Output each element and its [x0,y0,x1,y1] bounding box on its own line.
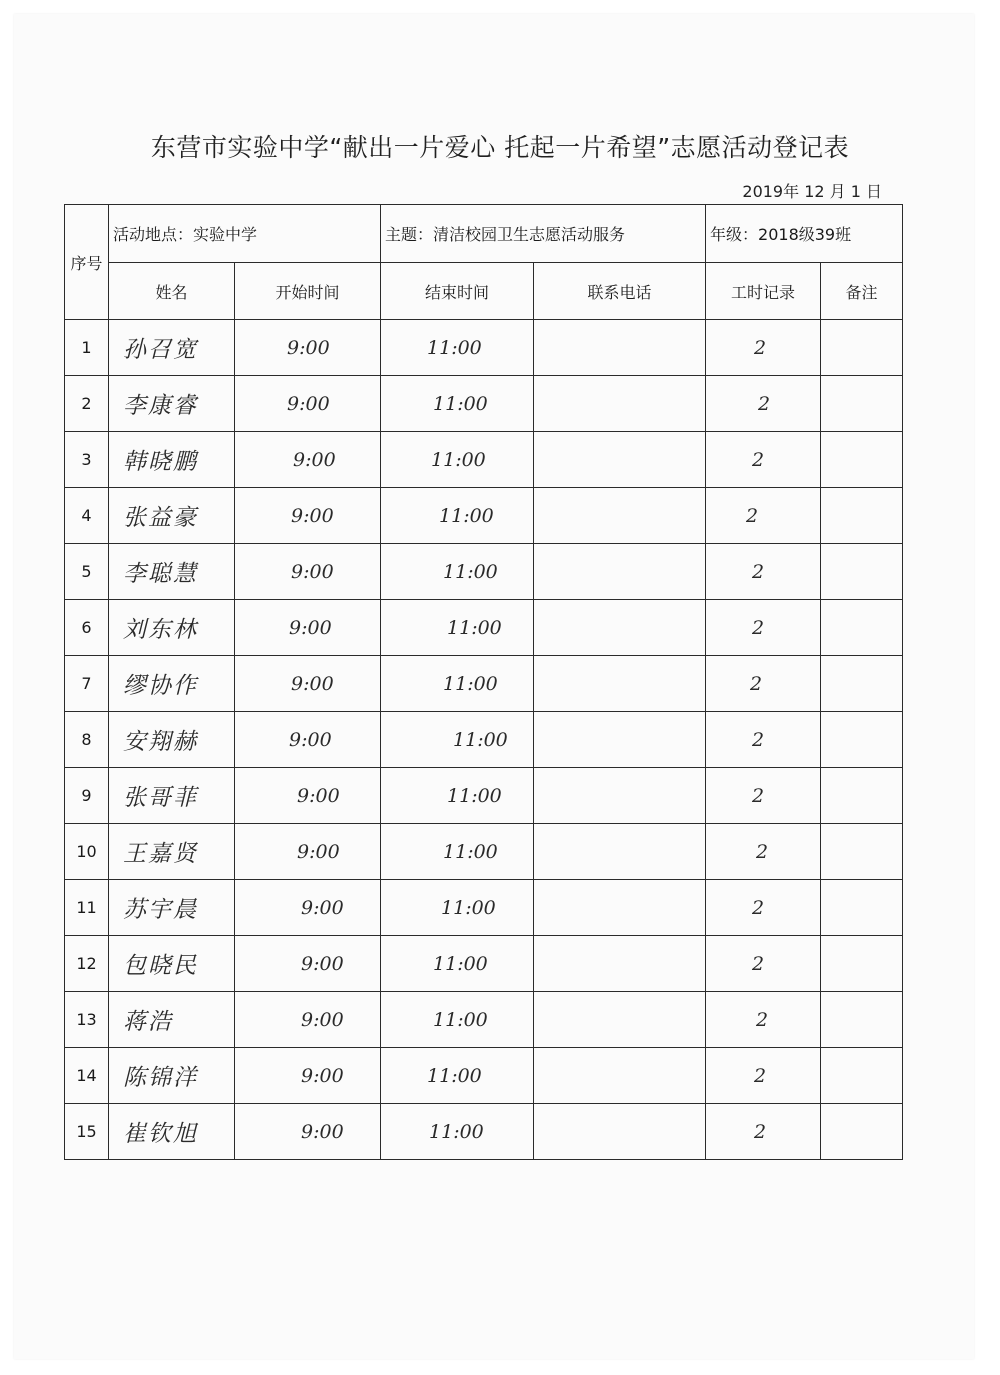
phone-cell [534,376,706,432]
phone-cell [534,992,706,1048]
volunteer-name: 苏宇晨 [109,880,235,936]
start-time: 9:00 [235,488,381,544]
end-time: 11:00 [381,376,534,432]
topic-field: 主题：清洁校园卫生志愿活动服务 [381,205,706,263]
name-header: 姓名 [109,263,235,320]
row-number: 13 [65,992,109,1048]
phone-cell [534,432,706,488]
table-row [65,320,903,376]
info-row [65,205,903,263]
phone-cell [534,656,706,712]
row-number: 5 [65,544,109,600]
row-number: 12 [65,936,109,992]
table-row [65,712,903,768]
note-cell [821,600,903,656]
volunteer-name: 安翔赫 [109,712,235,768]
column-header-row [65,263,903,320]
volunteer-name: 刘东林 [109,600,235,656]
volunteer-name: 缪协作 [109,656,235,712]
end-time: 11:00 [381,936,534,992]
end-time: 11:00 [381,768,534,824]
start-time: 9:00 [235,1104,381,1160]
phone-cell [534,712,706,768]
hours-record: 2 [706,824,821,880]
table-row [65,768,903,824]
note-cell [821,488,903,544]
end-time: 11:00 [381,320,534,376]
phone-cell [534,544,706,600]
hours-record: 2 [706,376,821,432]
volunteer-name: 陈锦洋 [109,1048,235,1104]
hours-record: 2 [706,1104,821,1160]
row-number: 8 [65,712,109,768]
hours-record: 2 [706,712,821,768]
end-time: 11:00 [381,712,534,768]
end-time: 11:00 [381,1048,534,1104]
hours-record: 2 [706,656,821,712]
row-number: 2 [65,376,109,432]
start-time: 9:00 [235,1048,381,1104]
start-time: 9:00 [235,544,381,600]
volunteer-name: 王嘉贤 [109,824,235,880]
phone-cell [534,1048,706,1104]
end-time: 11:00 [381,600,534,656]
start-time: 9:00 [235,432,381,488]
hours-record: 2 [706,768,821,824]
table-row [65,824,903,880]
start-time: 9:00 [235,880,381,936]
end-time: 11:00 [381,656,534,712]
volunteer-name: 韩晓鹏 [109,432,235,488]
start-time: 9:00 [235,712,381,768]
row-number: 10 [65,824,109,880]
note-cell [821,656,903,712]
end-time: 11:00 [381,544,534,600]
row-number: 9 [65,768,109,824]
note-cell [821,768,903,824]
phone-cell [534,880,706,936]
note-cell [821,712,903,768]
start-time: 9:00 [235,376,381,432]
table-row [65,488,903,544]
hours-record: 2 [706,936,821,992]
note-cell [821,936,903,992]
phone-cell [534,1104,706,1160]
end-time: 11:00 [381,1104,534,1160]
table-row [65,600,903,656]
row-number: 1 [65,320,109,376]
row-number: 15 [65,1104,109,1160]
row-number: 7 [65,656,109,712]
hours-record: 2 [706,1048,821,1104]
row-number: 6 [65,600,109,656]
table-row [65,656,903,712]
note-cell [821,880,903,936]
hours-record: 2 [706,432,821,488]
row-number: 3 [65,432,109,488]
page-title: 东营市实验中学“献出一片爱心 托起一片希望”志愿活动登记表 [150,133,850,162]
note-cell [821,320,903,376]
table-row [65,376,903,432]
hours-record: 2 [706,600,821,656]
seq-header: 序号 [65,205,109,320]
table-row [65,1104,903,1160]
note-cell [821,1104,903,1160]
table-row [65,936,903,992]
table-row [65,544,903,600]
end-time: 11:00 [381,488,534,544]
start-time: 9:00 [235,600,381,656]
volunteer-name: 张益豪 [109,488,235,544]
volunteer-name: 李聪慧 [109,544,235,600]
note-header: 备注 [821,263,903,320]
volunteer-name: 崔钦旭 [109,1104,235,1160]
phone-cell [534,936,706,992]
start-time: 9:00 [235,656,381,712]
volunteer-name: 李康睿 [109,376,235,432]
start-time: 9:00 [235,824,381,880]
note-cell [821,432,903,488]
row-number: 11 [65,880,109,936]
phone-cell [534,768,706,824]
phone-cell [534,824,706,880]
volunteer-name: 孙召宽 [109,320,235,376]
registration-table [64,204,903,1160]
end-time: 11:00 [381,880,534,936]
start-time: 9:00 [235,936,381,992]
hours-record: 2 [706,320,821,376]
form-date: 2019年 12 月 1 日 [742,182,882,201]
note-cell [821,992,903,1048]
start-time: 9:00 [235,320,381,376]
end-time: 11:00 [381,824,534,880]
table-row [65,1048,903,1104]
note-cell [821,1048,903,1104]
start-time: 9:00 [235,768,381,824]
volunteer-name: 张哥菲 [109,768,235,824]
end-time: 11:00 [381,432,534,488]
location-field: 活动地点：实验中学 [109,205,381,263]
hours-record: 2 [706,544,821,600]
phone-header: 联系电话 [534,263,706,320]
hours-record: 2 [706,880,821,936]
volunteer-name: 蒋浩 [109,992,235,1048]
end-time: 11:00 [381,992,534,1048]
hours-record: 2 [706,992,821,1048]
end-time-header: 结束时间 [381,263,534,320]
row-number: 4 [65,488,109,544]
note-cell [821,376,903,432]
phone-cell [534,488,706,544]
note-cell [821,824,903,880]
start-time-header: 开始时间 [235,263,381,320]
table-row [65,880,903,936]
table-row [65,992,903,1048]
grade-field: 年级：2018级39班 [706,205,903,263]
table-row [65,432,903,488]
row-number: 14 [65,1048,109,1104]
phone-cell [534,320,706,376]
note-cell [821,544,903,600]
hours-record: 2 [706,488,821,544]
start-time: 9:00 [235,992,381,1048]
hours-header: 工时记录 [706,263,821,320]
phone-cell [534,600,706,656]
volunteer-name: 包晓民 [109,936,235,992]
